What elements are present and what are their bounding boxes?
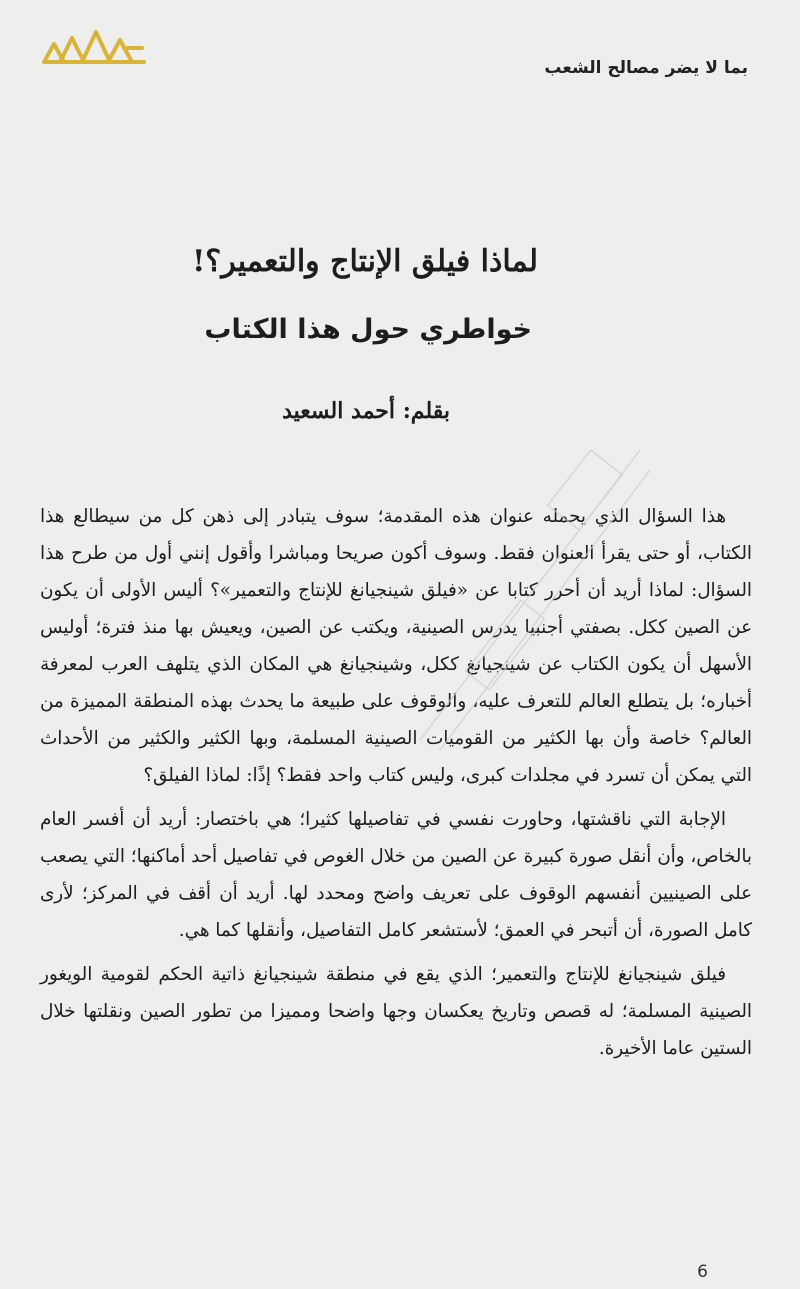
publisher-logo-icon [38, 22, 150, 72]
chapter-subtitle: خواطري حول هذا الكتاب [204, 314, 532, 345]
running-head: بما لا يضر مصالح الشعب [544, 58, 748, 78]
paragraph: الإجابة التي ناقشتها، وحاورت نفسي في تفاصيلها كثيرا؛ هي باختصار: أريد أن أفسر العام بالخاص، وأن أنقل صورة كبيرة عن الصين من خلال الغوص في تفاصيل أحد أماكنها؛ التي يصعب على الصينيين أنفسهم الوقوف على تعريف واضح ومحدد لها. أريد أن أقف في المركز؛ لأرى كامل الصورة، أن أتبحر في العمق؛ لأستشعر كامل التفاصيل، وأنقلها كما هي. [40, 809, 752, 941]
author-byline [282, 398, 450, 424]
page-number: 6 [697, 1262, 708, 1282]
paragraph: هذا السؤال الذي يحمله عنوان هذه المقدمة؛ سوف يتبادر إلى ذهن كل من سيطالع هذا الكتاب، أو حتى يقرأ العنوان فقط. وسوف أكون صريحا ومباشرا وأقول إنني أول من طرح هذا السؤال: لماذا أريد أن أحرر كتابا عن «فيلق شينجيانغ للإنتاج والتعمير»؟ أليس الأولى أن يكون عن الصين ككل. بصفتي أجنبيا يدرس الصينية، ويكتب عن الصين، ويعيش بها منذ فترة؛ أوليس الأسهل أن يكون الكتاب عن شينجيانغ ككل، وشينجيانغ هي المكان الذي يتلهف العرب لمعرفة أخباره؛ بل يتطلع العالم للتعرف عليه، والوقوف على طبيعة ما يحدث بهذه المنطقة المميزة من العالم؟ خاصة وأن بها الكثير من القوميات الصينية المسلمة، وبها الكثير والكثير من الأحداث التي يمكن أن تسرد في مجلدات كبرى، وليس كتاب واحد فقط؟ إذًا: لماذا الفيلق؟ [40, 506, 752, 786]
chapter-headings [0, 238, 800, 352]
article-body [40, 498, 752, 1074]
chapter-title: لماذا فيلق الإنتاج والتعمير؟! [192, 244, 538, 279]
byline-prefix: بقلم: [402, 398, 450, 424]
author-name: أحمد السعيد [282, 398, 396, 424]
paragraph: فيلق شينجيانغ للإنتاج والتعمير؛ الذي يقع في منطقة شينجيانغ ذاتية الحكم لقومية الويغور الصينية المسلمة؛ له قصص وتاريخ يعكسان وجها واضحا ومميزا من تطور الصين ونقلتها خلال الستين عاما الأخيرة. [40, 964, 752, 1059]
